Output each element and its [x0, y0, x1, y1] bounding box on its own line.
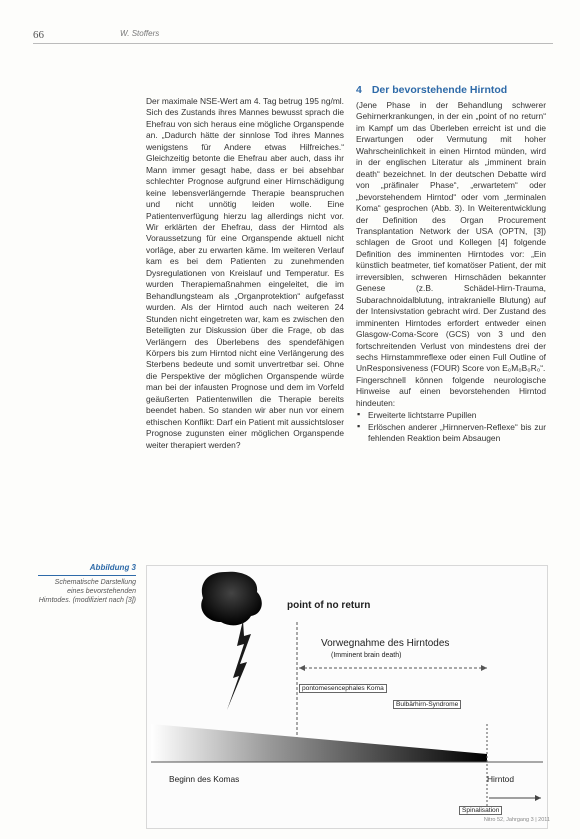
beginn-label: Beginn des Komas: [169, 774, 240, 784]
body-paragraph: Der maximale NSE-Wert am 4. Tag betrug 195 ng/ml. Sich des Zustands ihres Mannes bewusst sprach die Ehefrau von sich heraus eine mögliche Organspende an. „Dadurch hätte der sinnlose Tod ihres Mannes wenigstens für Andere etwas Hilfreiches.“ Gleichzeitig betonte die Ehefrau aber auch, dass ihr Mann immer gesagt habe, dass er bei absehbar schlechter Prognose aufgrund einer Hirnschädigung keine lebensverlängernde Therapie beanspruchen und nicht unnötig leiden wolle. Eine Patientenverfügung hierzu lag allerdings nicht vor. Wir erklärten der Ehefrau, dass der Hirntod als Voraussetzung für eine Organspende aktuell nicht vorläge, aber zu erwarten käme. Im weiteren Verlauf kam es bei dem Patienten zu zunehmenden Dysregulationen von Kreislauf und Temperatur. Es wurden Therapiemaßnahmen eingeleitet, die im Behandlungsteam als „Organprotektion“ aufgefasst wurden. Als der Hirntod auch nach weiteren 24 Stunden nicht eingetreten war, kam es zwischen den Beteiligten zur Diskussion über die Frage, ob das Verlängern des Überlebens des spendefähigen Körpers bis zum Hirntod nicht eine Verlängerung des Sterbens bedeute und somit unvertretbar sei. Ohne die Perspektive der möglichen Organspende würde man bei der infausten Prognose und dem im Vorfeld geäußerten Patientenwillen die Therapie bereits beendet haben. So standen wir aber nun vor einem ethischen Konflikt: Darf ein Patient mit aussichtsloser Prognose zugunsten einer möglichen Organspende weiter therapiert werden?: [146, 96, 344, 450]
section-title: Der bevorstehende Hirntod: [371, 84, 508, 96]
list-item: ▪ Erlöschen anderer „Hirnnerven-Reflexe“ bis zur fehlenden Reaktion beim Absaugen: [368, 422, 546, 445]
figure-diagram: [146, 565, 548, 829]
right-text-column: [356, 96, 546, 445]
footer-journal: Nitro 52, Jahrgang 3 | 2011: [483, 817, 550, 823]
figure-label: Abbildung 3: [89, 563, 136, 572]
imminent-label: (Imminent brain death): [331, 652, 402, 659]
bulbaerhirn-label: Bulbärhirn-Syndrome: [393, 700, 461, 709]
vorwegnahme-label: Vorwegnahme des Hirntodes: [321, 638, 450, 649]
lightning-bolt-shape: [227, 620, 251, 710]
coma-progression-wedge: [151, 724, 487, 762]
left-text-column: [146, 96, 344, 451]
body-paragraph: (Jene Phase in der Behandlung schwerer Gehirnerkrankungen, in der ein „point of no return“ im Kampf um das Überleben erreicht ist und die Erwartungen oder Vermutung mit hoher Wahrscheinlichkeit in einen Hirntod münden, wird in der englischen Literatur als „imminent brain death“ bezeichnet. In der deutschen Debatte wird von „präfinaler Phase“, „erwartetem“ oder „bevorstehendem Hirntod“ oder vom „terminalen Koma“ gesprochen (Abb. 3). In Weiterentwicklung der Definition des Organ Procurement Transplantation Network der USA (OPTN, [3]) schlagen de Groot und Kollegen [4] folgende Definition des imminenten Hirntodes vor: „Ein künstlich beatmeter, tief komatöser Patient, der mit irreversiblen, schweren Hirnschäden bekannter Genese (z.B. Schädel-Hirn-Trauma, Subarachnoidalblutung, intrakranielle Blutung) auf der Intensivstation gebracht wird. Der Zustand des imminenten Hirntodes erfordert entweder einen Glasgow-Coma-Score (GCS) von 3 und den fortschreitenden Verlust von mindestens drei der sechs Hirnstammreflexe oder einen Full Outline of UnResponsiveness (FOUR) Score von E₀M₀B₀R₀“.: [356, 100, 546, 374]
figure-caption: Schematische Darstellung eines bevorstehenden Hirntodes. (modifiziert nach [3]): [38, 579, 136, 604]
header-divider: [33, 43, 553, 44]
body-paragraph: Fingerschnell können folgende neurologische Hinweise auf einen bevorstehenden Hirntod hindeuten:: [356, 374, 546, 408]
list-item: ▪ Erweiterte lichtstarre Pupillen: [368, 410, 546, 421]
section-number: 4: [356, 84, 362, 96]
bullet-list: [356, 410, 546, 444]
point-of-no-return-label: point of no return: [287, 600, 371, 611]
figure-label-rule: [38, 575, 136, 576]
section-heading: [356, 84, 507, 96]
spinalisation-label: Spinalisation: [459, 806, 502, 815]
running-header-author: W. Stoffers: [120, 29, 160, 38]
hirntod-label: Hirntod: [487, 774, 514, 784]
page-number: 66: [33, 29, 44, 41]
pontomesencephales-label: pontomesencephales Koma: [299, 684, 387, 693]
brain-cloud-shape: [201, 572, 262, 626]
